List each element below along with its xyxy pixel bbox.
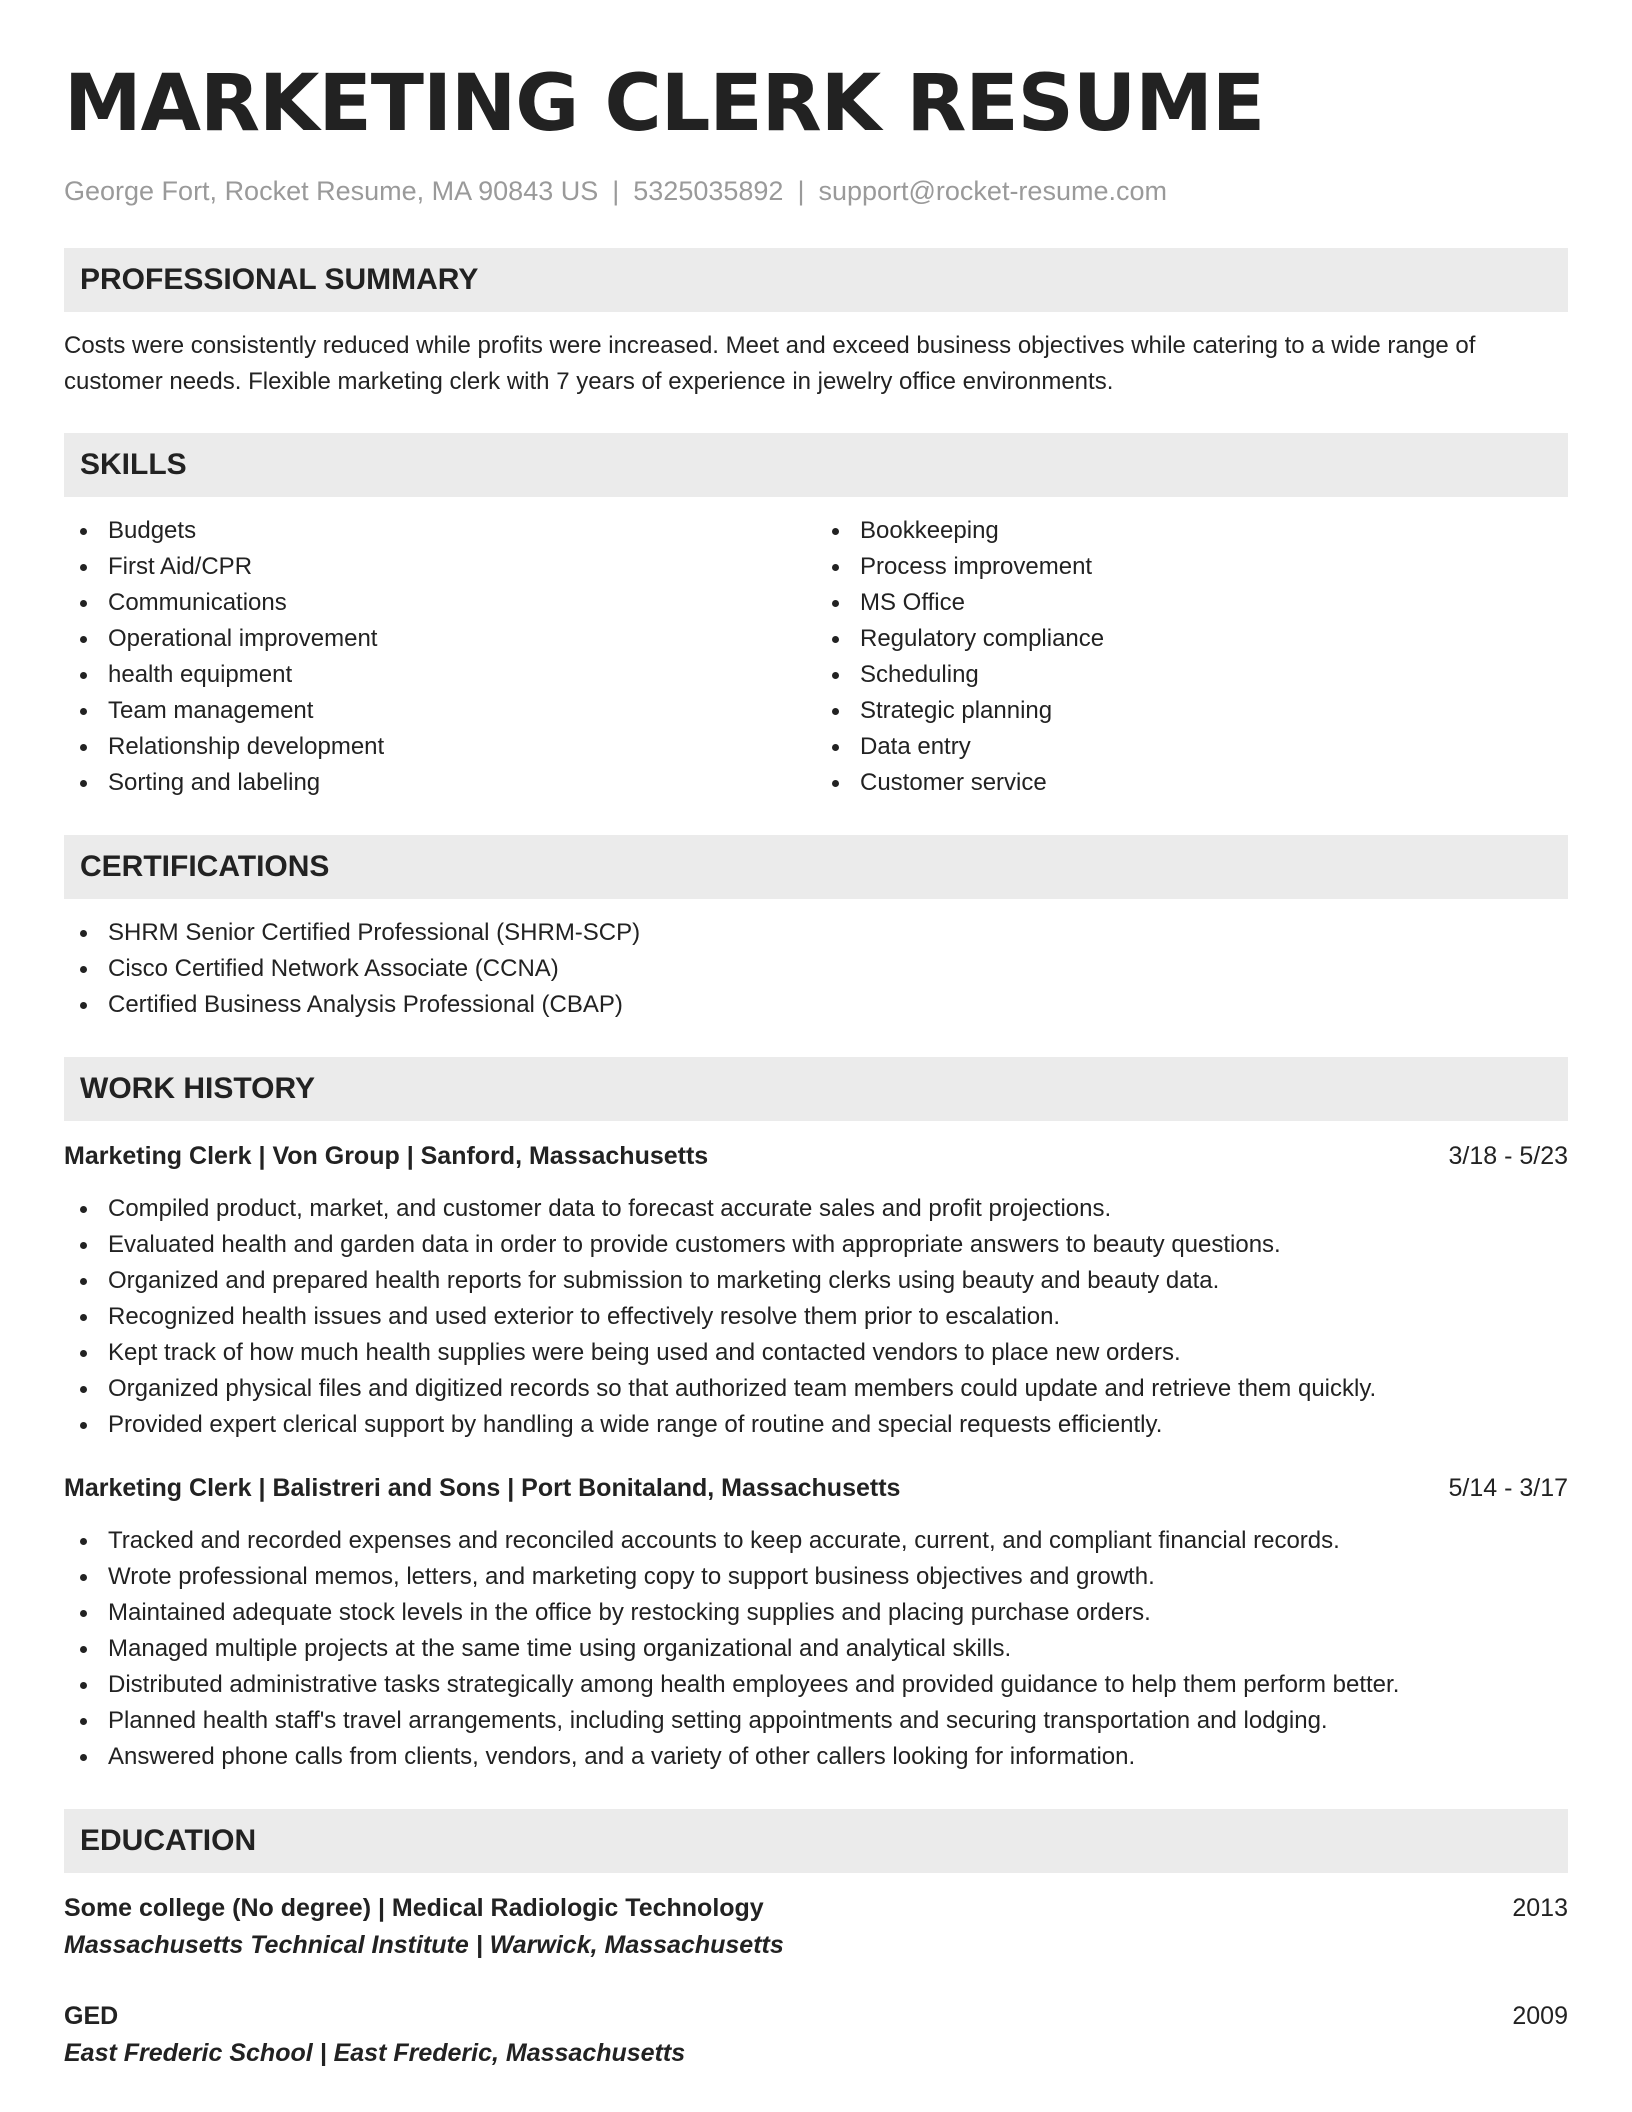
job-bullet: Tracked and recorded expenses and reconciled accounts to keep accurate, current, and compliant financial records. xyxy=(64,1523,1568,1559)
contact-phone: 5325035892 xyxy=(633,176,784,206)
work-history-heading: WORK HISTORY xyxy=(64,1057,1568,1121)
education-degree: Some college (No degree) | Medical Radiologic Technology xyxy=(64,1894,764,1922)
skill-item: health equipment xyxy=(64,657,816,693)
skill-item: MS Office xyxy=(816,585,1568,621)
skills-right-column xyxy=(816,513,1568,801)
skill-item: Budgets xyxy=(64,513,816,549)
job-bullet: Answered phone calls from clients, vendors, and a variety of other callers looking for information. xyxy=(64,1739,1568,1775)
job-dates: 5/14 - 3/17 xyxy=(1448,1474,1568,1502)
work-history-list xyxy=(64,1139,1568,1775)
job-bullet: Planned health staff's travel arrangements, including setting appointments and securing transportation and lodging. xyxy=(64,1703,1568,1739)
education-year: 2009 xyxy=(1512,2002,1568,2030)
skill-item: Scheduling xyxy=(816,657,1568,693)
job-bullet: Organized and prepared health reports for submission to marketing clerks using beauty and beauty data. xyxy=(64,1263,1568,1299)
job-bullet: Compiled product, market, and customer data to forecast accurate sales and profit projections. xyxy=(64,1191,1568,1227)
education-school: Massachusetts Technical Institute | Warwick, Massachusetts xyxy=(64,1931,784,1959)
education-list xyxy=(64,1891,1568,2071)
job-dates: 3/18 - 5/23 xyxy=(1448,1142,1568,1170)
skills-heading: SKILLS xyxy=(64,433,1568,497)
education-heading: EDUCATION xyxy=(64,1809,1568,1873)
job-bullet: Provided expert clerical support by handling a wide range of routine and special requests efficiently. xyxy=(64,1407,1568,1443)
job-header xyxy=(64,1139,1568,1173)
skill-item: First Aid/CPR xyxy=(64,549,816,585)
skill-item: Relationship development xyxy=(64,729,816,765)
certification-item: Cisco Certified Network Associate (CCNA) xyxy=(64,951,1568,987)
skill-item: Customer service xyxy=(816,765,1568,801)
job-title: Marketing Clerk | Balistreri and Sons | Port Bonitaland, Massachusetts xyxy=(64,1474,901,1502)
job-entry xyxy=(64,1139,1568,1443)
job-bullet: Managed multiple projects at the same time using organizational and analytical skills. xyxy=(64,1631,1568,1667)
resume-title: MARKETING CLERK RESUME xyxy=(64,59,1265,149)
job-bullet: Organized physical files and digitized records so that authorized team members could update and retrieve them quickly. xyxy=(64,1371,1568,1407)
education-degree: GED xyxy=(64,2002,119,2030)
summary-heading: PROFESSIONAL SUMMARY xyxy=(64,248,1568,312)
job-bullet: Wrote professional memos, letters, and marketing copy to support business objectives and growth. xyxy=(64,1559,1568,1595)
education-school: East Frederic School | East Frederic, Massachusetts xyxy=(64,2039,686,2067)
job-bullet: Evaluated health and garden data in order to provide customers with appropriate answers to beauty questions. xyxy=(64,1227,1568,1263)
certifications-list xyxy=(64,915,1568,1023)
job-bullet: Recognized health issues and used exterior to effectively resolve them prior to escalation. xyxy=(64,1299,1568,1335)
skill-item: Operational improvement xyxy=(64,621,816,657)
job-entry xyxy=(64,1471,1568,1775)
contact-separator: | xyxy=(612,176,620,206)
skills-left-list xyxy=(64,513,816,801)
skills-left-column xyxy=(64,513,816,801)
contact-address: George Fort, Rocket Resume, MA 90843 US xyxy=(64,176,599,206)
job-bullets xyxy=(64,1191,1568,1443)
education-header xyxy=(64,1891,1568,1925)
job-bullet: Kept track of how much health supplies were being used and contacted vendors to place new orders. xyxy=(64,1335,1568,1371)
skills-grid xyxy=(64,513,1568,801)
skill-item: Team management xyxy=(64,693,816,729)
skill-item: Data entry xyxy=(816,729,1568,765)
education-entry xyxy=(64,1891,1568,1963)
skill-item: Strategic planning xyxy=(816,693,1568,729)
certification-item: Certified Business Analysis Professional (CBAP) xyxy=(64,987,1568,1023)
skill-item: Regulatory compliance xyxy=(816,621,1568,657)
skill-item: Bookkeeping xyxy=(816,513,1568,549)
skill-item: Communications xyxy=(64,585,816,621)
summary-text: Costs were consistently reduced while profits were increased. Meet and exceed business objectives while catering to a wide range of customer needs. Flexible marketing clerk with 7 years of experience in jewelry office environments. xyxy=(64,332,1476,395)
contact-line xyxy=(64,174,1568,208)
skill-item: Process improvement xyxy=(816,549,1568,585)
certification-item: SHRM Senior Certified Professional (SHRM-SCP) xyxy=(64,915,1568,951)
job-bullets xyxy=(64,1523,1568,1775)
job-bullet: Maintained adequate stock levels in the office by restocking supplies and placing purchase orders. xyxy=(64,1595,1568,1631)
skills-right-list xyxy=(816,513,1568,801)
contact-email: support@rocket-resume.com xyxy=(818,176,1167,206)
certifications-heading: CERTIFICATIONS xyxy=(64,835,1568,899)
job-bullet: Distributed administrative tasks strategically among health employees and provided guidance to help them perform better. xyxy=(64,1667,1568,1703)
education-year: 2013 xyxy=(1512,1894,1568,1922)
education-header xyxy=(64,1999,1568,2033)
skill-item: Sorting and labeling xyxy=(64,765,816,801)
job-header xyxy=(64,1471,1568,1505)
education-entry xyxy=(64,1999,1568,2071)
contact-separator: | xyxy=(797,176,805,206)
job-title: Marketing Clerk | Von Group | Sanford, Massachusetts xyxy=(64,1142,709,1170)
